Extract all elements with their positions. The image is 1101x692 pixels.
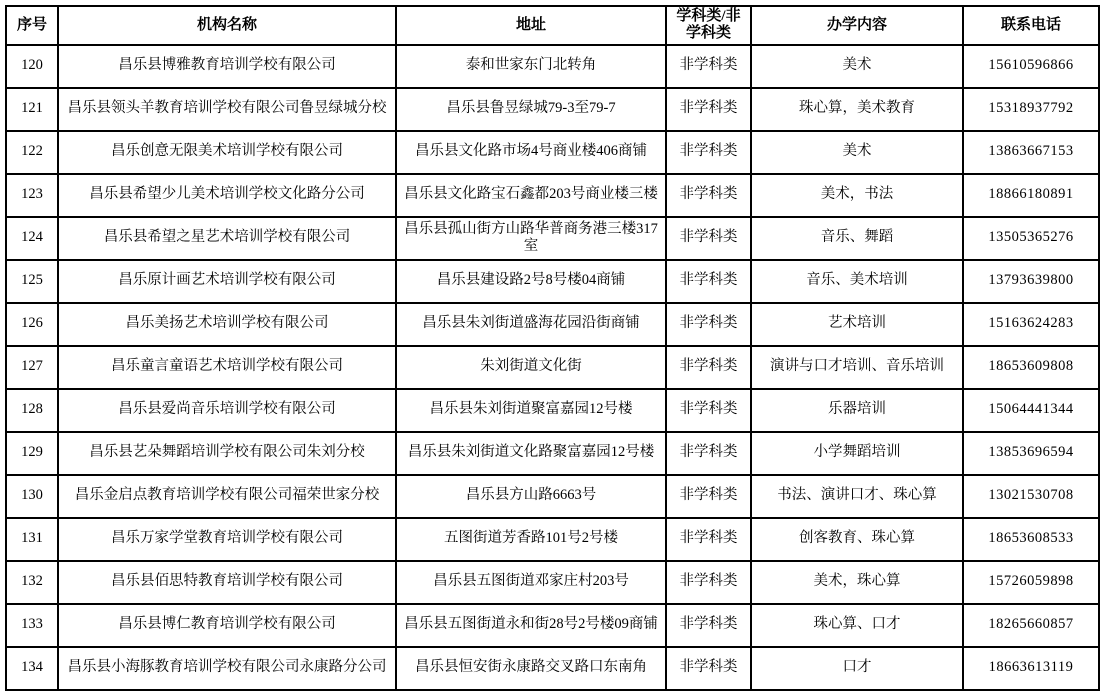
cell-serial-number: 130 (6, 475, 58, 518)
cell-phone: 13853696594 (963, 432, 1099, 475)
cell-address: 昌乐县朱刘街道文化路聚富嘉园12号楼 (396, 432, 666, 475)
cell-category: 非学科类 (666, 88, 751, 131)
header-institution-name: 机构名称 (58, 6, 396, 45)
cell-serial-number: 133 (6, 604, 58, 647)
cell-serial-number: 125 (6, 260, 58, 303)
table-row (6, 647, 1099, 690)
header-category: 学科类/非学科类 (666, 6, 751, 45)
cell-teaching-content: 小学舞蹈培训 (751, 432, 963, 475)
cell-address: 昌乐县方山路6663号 (396, 475, 666, 518)
table-row (6, 475, 1099, 518)
cell-serial-number: 134 (6, 647, 58, 690)
cell-phone: 15318937792 (963, 88, 1099, 131)
cell-address: 昌乐县孤山街方山路华普商务港三楼317室 (396, 217, 666, 260)
cell-category: 非学科类 (666, 260, 751, 303)
cell-serial-number: 124 (6, 217, 58, 260)
cell-category: 非学科类 (666, 45, 751, 88)
cell-phone: 13021530708 (963, 475, 1099, 518)
table-row (6, 131, 1099, 174)
cell-institution-name: 昌乐县小海豚教育培训学校有限公司永康路分公司 (58, 647, 396, 690)
cell-address: 昌乐县五图街道邓家庄村203号 (396, 561, 666, 604)
table-body (6, 45, 1099, 690)
cell-institution-name: 昌乐金启点教育培训学校有限公司福荣世家分校 (58, 475, 396, 518)
cell-address: 昌乐县文化路市场4号商业楼406商铺 (396, 131, 666, 174)
cell-institution-name: 昌乐童言童语艺术培训学校有限公司 (58, 346, 396, 389)
institutions-table (5, 5, 1100, 691)
cell-phone: 15610596866 (963, 45, 1099, 88)
table-header (6, 6, 1099, 45)
cell-serial-number: 123 (6, 174, 58, 217)
table-row (6, 561, 1099, 604)
cell-serial-number: 131 (6, 518, 58, 561)
cell-teaching-content: 艺术培训 (751, 303, 963, 346)
cell-category: 非学科类 (666, 561, 751, 604)
cell-serial-number: 129 (6, 432, 58, 475)
cell-phone: 13505365276 (963, 217, 1099, 260)
cell-address: 昌乐县五图街道永和街28号2号楼09商铺 (396, 604, 666, 647)
cell-teaching-content: 书法、演讲口才、珠心算 (751, 475, 963, 518)
cell-institution-name: 昌乐美扬艺术培训学校有限公司 (58, 303, 396, 346)
cell-teaching-content: 珠心算、口才 (751, 604, 963, 647)
cell-category: 非学科类 (666, 346, 751, 389)
cell-phone: 18653609808 (963, 346, 1099, 389)
cell-phone: 15726059898 (963, 561, 1099, 604)
cell-category: 非学科类 (666, 604, 751, 647)
cell-category: 非学科类 (666, 131, 751, 174)
cell-category: 非学科类 (666, 475, 751, 518)
cell-teaching-content: 演讲与口才培训、音乐培训 (751, 346, 963, 389)
table-row (6, 260, 1099, 303)
cell-serial-number: 128 (6, 389, 58, 432)
cell-phone: 18663613119 (963, 647, 1099, 690)
header-serial-number: 序号 (6, 6, 58, 45)
cell-institution-name: 昌乐县博仁教育培训学校有限公司 (58, 604, 396, 647)
cell-teaching-content: 音乐、美术培训 (751, 260, 963, 303)
header-teaching-content: 办学内容 (751, 6, 963, 45)
cell-phone: 18866180891 (963, 174, 1099, 217)
table-row (6, 518, 1099, 561)
cell-category: 非学科类 (666, 389, 751, 432)
cell-serial-number: 122 (6, 131, 58, 174)
cell-category: 非学科类 (666, 518, 751, 561)
table-row (6, 88, 1099, 131)
cell-phone: 13863667153 (963, 131, 1099, 174)
cell-address: 朱刘街道文化街 (396, 346, 666, 389)
cell-address: 昌乐县朱刘街道盛海花园沿街商铺 (396, 303, 666, 346)
cell-teaching-content: 乐器培训 (751, 389, 963, 432)
cell-institution-name: 昌乐县艺朵舞蹈培训学校有限公司朱刘分校 (58, 432, 396, 475)
table-row (6, 45, 1099, 88)
cell-institution-name: 昌乐县领头羊教育培训学校有限公司鲁昱绿城分校 (58, 88, 396, 131)
cell-phone: 15064441344 (963, 389, 1099, 432)
cell-institution-name: 昌乐县希望少儿美术培训学校文化路分公司 (58, 174, 396, 217)
cell-institution-name: 昌乐万家学堂教育培训学校有限公司 (58, 518, 396, 561)
cell-teaching-content: 美术，珠心算 (751, 561, 963, 604)
cell-category: 非学科类 (666, 303, 751, 346)
cell-institution-name: 昌乐县博雅教育培训学校有限公司 (58, 45, 396, 88)
cell-phone: 18653608533 (963, 518, 1099, 561)
table-row (6, 217, 1099, 260)
cell-phone: 15163624283 (963, 303, 1099, 346)
cell-address: 五图街道芳香路101号2号楼 (396, 518, 666, 561)
cell-institution-name: 昌乐县佰思特教育培训学校有限公司 (58, 561, 396, 604)
header-phone: 联系电话 (963, 6, 1099, 45)
table-row (6, 389, 1099, 432)
cell-serial-number: 126 (6, 303, 58, 346)
cell-category: 非学科类 (666, 432, 751, 475)
table-row (6, 303, 1099, 346)
cell-serial-number: 127 (6, 346, 58, 389)
cell-address: 昌乐县鲁昱绿城79-3至79-7 (396, 88, 666, 131)
cell-institution-name: 昌乐县希望之星艺术培训学校有限公司 (58, 217, 396, 260)
cell-phone: 13793639800 (963, 260, 1099, 303)
cell-teaching-content: 美术 (751, 131, 963, 174)
cell-address: 泰和世家东门北转角 (396, 45, 666, 88)
cell-category: 非学科类 (666, 647, 751, 690)
cell-institution-name: 昌乐创意无限美术培训学校有限公司 (58, 131, 396, 174)
table-row (6, 346, 1099, 389)
cell-address: 昌乐县恒安街永康路交叉路口东南角 (396, 647, 666, 690)
cell-address: 昌乐县建设路2号8号楼04商铺 (396, 260, 666, 303)
cell-category: 非学科类 (666, 174, 751, 217)
header-address: 地址 (396, 6, 666, 45)
cell-teaching-content: 口才 (751, 647, 963, 690)
header-row (6, 6, 1099, 45)
cell-teaching-content: 美术，书法 (751, 174, 963, 217)
cell-teaching-content: 音乐、舞蹈 (751, 217, 963, 260)
cell-address: 昌乐县朱刘街道聚富嘉园12号楼 (396, 389, 666, 432)
cell-serial-number: 132 (6, 561, 58, 604)
cell-institution-name: 昌乐原计画艺术培训学校有限公司 (58, 260, 396, 303)
cell-serial-number: 120 (6, 45, 58, 88)
cell-teaching-content: 珠心算，美术教育 (751, 88, 963, 131)
cell-teaching-content: 创客教育、珠心算 (751, 518, 963, 561)
cell-category: 非学科类 (666, 217, 751, 260)
table-row (6, 174, 1099, 217)
cell-serial-number: 121 (6, 88, 58, 131)
table-row (6, 604, 1099, 647)
table-row (6, 432, 1099, 475)
cell-institution-name: 昌乐县爱尚音乐培训学校有限公司 (58, 389, 396, 432)
cell-address: 昌乐县文化路宝石鑫都203号商业楼三楼 (396, 174, 666, 217)
cell-teaching-content: 美术 (751, 45, 963, 88)
cell-phone: 18265660857 (963, 604, 1099, 647)
